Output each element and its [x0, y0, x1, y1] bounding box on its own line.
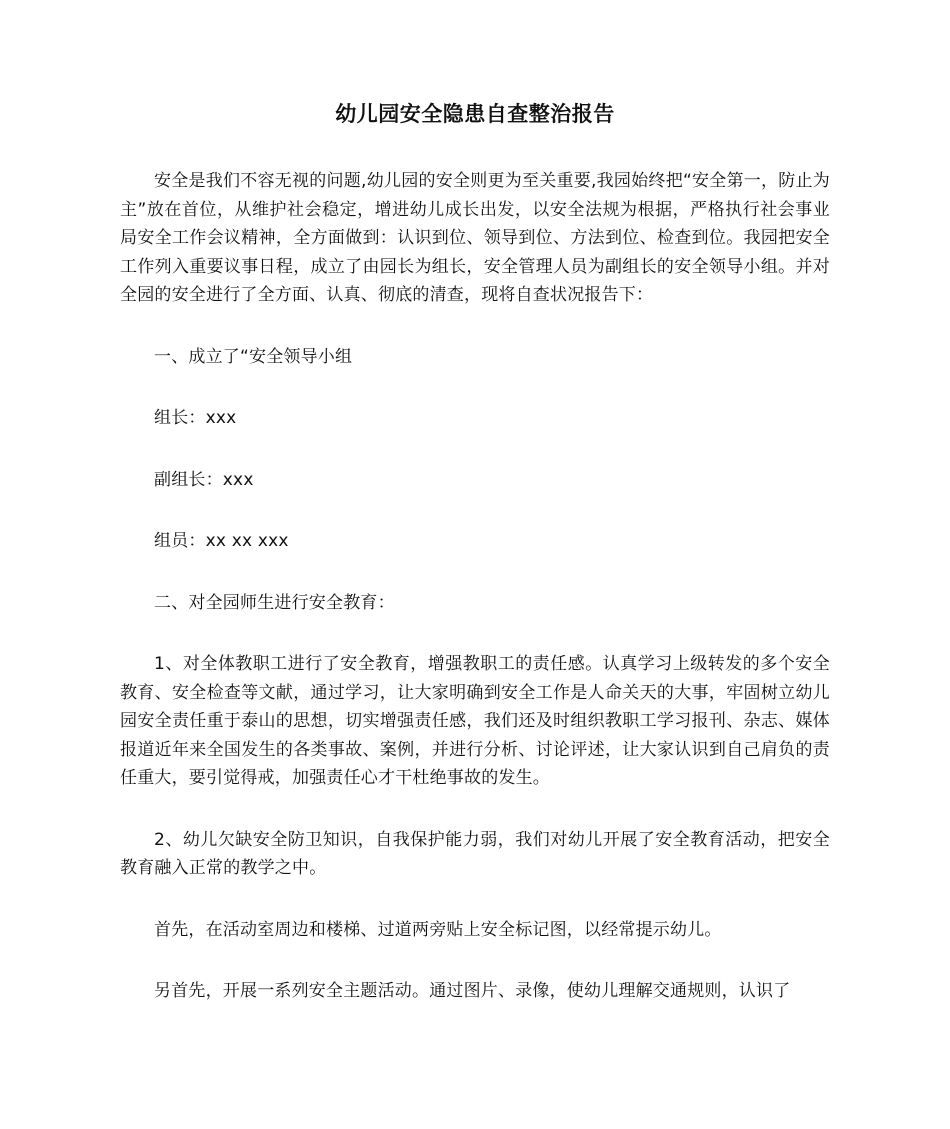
member-list: 组员：xx xx xxx: [154, 531, 289, 551]
paragraph-staff-education: 1、对全体教职工进行了安全教育，增强教职工的责任感。认真学习上级转发的多个安全教育、安全检查等文献，通过学习，让大家明确到安全工作是人命关天的大事，牢固树立幼儿园安全责任重于泰山的思想，切实增强责任感，我们还及时组织教职工学习报刊、杂志、媒体报道近年来全国发生的各类事故、案例，并进行分析、讨论评述，让大家认识到自己肩负的责任重大，要引觉得戒，加强责任心才干杜绝事故的发生。: [120, 654, 830, 788]
document-body: [120, 167, 830, 1039]
paragraph-intro: 安全是我们不容无视的问题,幼儿园的安全则更为至关重要,我园始终把“安全第一，防止为主”放在首位，从维护社会稳定，增进幼儿成长出发，以安全法规为根据，严格执行社会事业局安全工作会议精神，全方面做到：认识到位、领导到位、方法到位、检查到位。我园把安全工作列入重要议事日程，成立了由园长为组长，安全管理人员为副组长的安全领导小组。并对全园的安全进行了全方面、认真、彻底的清查，现将自查状况报告下：: [120, 171, 830, 305]
paragraph-second: 另首先，开展一系列安全主题活动。通过图片、录像，使幼儿理解交通规则，认识了: [154, 981, 791, 1001]
member-deputy-leader: 副组长：xxx: [154, 469, 254, 490]
member-leader: 组长：xxx: [154, 408, 237, 428]
paragraph-first: 首先，在活动室周边和楼梯、过道两旁贴上安全标记图，以经常提示幼儿。: [154, 919, 722, 940]
section-heading-2: 二、对全园师生进行安全教育：: [154, 592, 395, 613]
section-heading-1: 一、成立了“安全领导小组: [154, 346, 353, 367]
paragraph-child-education: 2、幼儿欠缺安全防卫知识，自我保护能力弱，我们对幼儿开展了安全教育活动，把安全教育融入正常的教学之中。: [120, 829, 830, 878]
document-title: 幼儿园安全隐患自查整治报告: [335, 102, 615, 126]
